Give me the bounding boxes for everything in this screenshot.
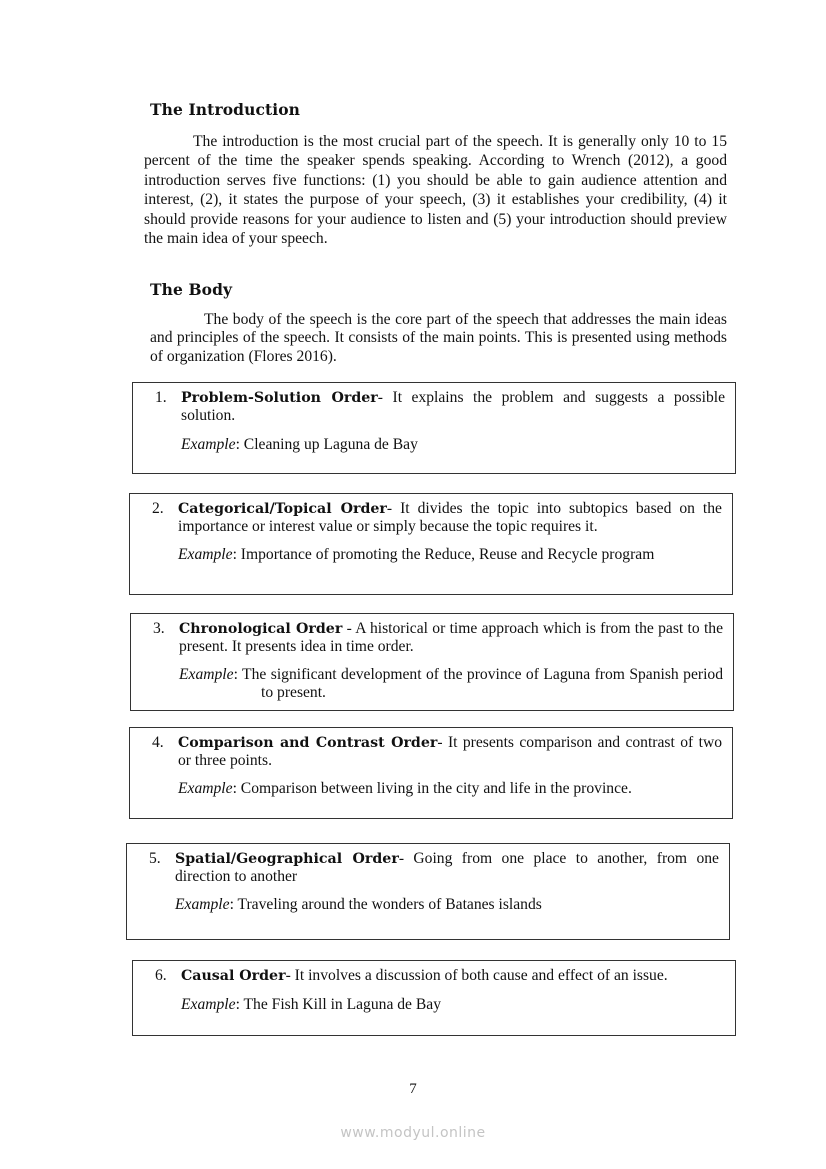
method-number: 4. [152, 734, 164, 751]
method-example [179, 666, 723, 703]
method-number: 6. [155, 967, 167, 984]
method-example [181, 436, 725, 454]
introduction-text: The introduction is the most crucial part of the speech. It is generally only 10 to 15 percent of the time the speaker spends speaking. According to Wrench (2012), a good introduction serves five functions: (1) you should be able to gain audience attention and interest, (2), it states the purpose of your speech, (3) it establishes your credibility, (4) it should provide reasons for your audience to listen and (5) your introduction should preview the main idea of your speech. [144, 133, 727, 248]
example-label: Example [175, 896, 230, 913]
method-line [152, 500, 722, 537]
introduction-paragraph [144, 132, 727, 248]
example-label: Example [179, 666, 234, 683]
method-example [175, 896, 719, 914]
method-term: Chronological Order [179, 621, 343, 637]
example-label: Example [178, 546, 233, 563]
example-text: : Traveling around the wonders of Batanes islands [229, 896, 542, 913]
method-number: 2. [152, 500, 164, 517]
page-number: 7 [409, 1081, 417, 1097]
method-description: - It explains the problem and suggests a possible solution. [181, 389, 726, 425]
method-item [149, 850, 719, 887]
example-label: Example [178, 780, 233, 797]
method-term: Spatial/Geographical Order [175, 851, 399, 867]
method-box-3 [130, 613, 734, 711]
method-item [153, 620, 723, 657]
body-text: The body of the speech is the core part of the speech that addresses the main ideas and principles of the speech. It consists of the main points. This is presented using methods of organization (Flores 2016). [150, 311, 727, 365]
method-number: 3. [153, 620, 165, 637]
example-text: : The Fish Kill in Laguna de Bay [235, 996, 441, 1013]
method-description: - A historical or time approach which is from the past to the present. It presents idea in time order. [179, 620, 723, 656]
method-description: - It involves a discussion of both cause and effect of an issue. [285, 967, 668, 984]
method-line [155, 389, 725, 426]
example-label: Example [181, 996, 236, 1013]
method-description: - It presents comparison and contrast of two or three points. [178, 734, 722, 770]
method-term: Problem-Solution Order [181, 390, 378, 406]
watermark: www.modyul.online [340, 1125, 486, 1141]
method-box-1 [132, 382, 736, 474]
introduction-heading: The Introduction [150, 100, 301, 119]
method-box-5 [126, 843, 730, 940]
method-term: Causal Order [181, 968, 286, 984]
method-item [155, 967, 725, 985]
method-example [181, 996, 725, 1014]
method-box-6 [132, 960, 736, 1036]
method-number: 5. [149, 850, 161, 867]
method-description: - It divides the topic into subtopics based on the importance or interest value or simply because the topic requires it. [178, 500, 722, 536]
body-paragraph [150, 311, 727, 366]
method-term: Comparison and Contrast Order [178, 735, 438, 751]
example-label: Example [181, 436, 236, 453]
example-text: : Importance of promoting the Reduce, Reuse and Recycle program [232, 546, 655, 563]
example-text: : The significant development of the province of Laguna from Spanish period to present. [233, 666, 723, 702]
method-item [155, 389, 725, 426]
method-line [155, 967, 725, 985]
method-line [152, 734, 722, 771]
method-term: Categorical/Topical Order [178, 501, 387, 517]
method-example [178, 780, 722, 798]
method-example [178, 546, 722, 564]
method-number: 1. [155, 389, 167, 406]
method-item [152, 734, 722, 771]
body-heading: The Body [150, 280, 233, 299]
example-text: : Comparison between living in the city and life in the province. [232, 780, 632, 797]
method-description: - Going from one place to another, from one direction to another [175, 850, 719, 886]
method-line [153, 620, 723, 657]
method-item [152, 500, 722, 537]
example-text: : Cleaning up Laguna de Bay [235, 436, 418, 453]
method-box-4 [129, 727, 733, 819]
method-box-2 [129, 493, 733, 595]
method-line [149, 850, 719, 887]
